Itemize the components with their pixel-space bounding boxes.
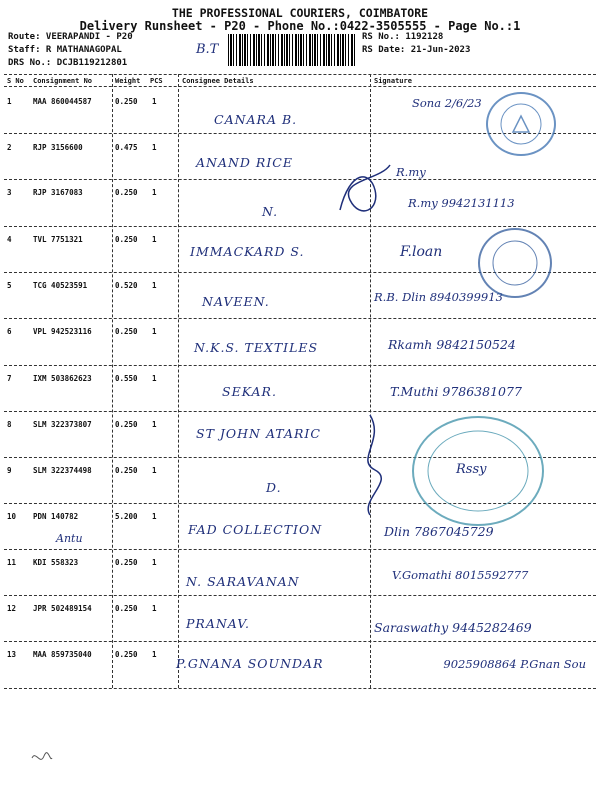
row-sno: 12 — [7, 604, 17, 613]
row-signature: Saraswathy 9445282469 — [374, 620, 532, 635]
row-signature: Rkamh 9842150524 — [388, 337, 516, 352]
row-sno: 9 — [7, 466, 12, 475]
rs-number: RS No.: 1192128 — [362, 32, 444, 42]
row-consignment: MAA 859735040 — [33, 650, 92, 659]
row-consignment: KDI 558323 — [33, 558, 79, 567]
row-pcs: 1 — [152, 374, 157, 383]
row-weight: 0.520 — [115, 281, 138, 290]
row-weight: 5.200 — [115, 512, 138, 521]
row-consignment: MAA 860044587 — [33, 97, 92, 106]
table-top-rule — [4, 74, 596, 75]
row-sno: 13 — [7, 650, 17, 659]
row-signature: T.Muthi 9786381077 — [390, 384, 522, 399]
row-consignment: PDN 140782 — [33, 512, 79, 521]
row-weight: 0.550 — [115, 374, 138, 383]
row-weight: 0.250 — [115, 235, 138, 244]
col-header-sno: S No — [7, 77, 24, 85]
row-pcs: 1 — [152, 143, 157, 152]
row-signature: V.Gomathi 8015592777 — [392, 568, 529, 582]
row-consignment: RJP 3156600 — [33, 143, 83, 152]
table-bottom-rule — [4, 688, 596, 689]
bank-stamp — [486, 92, 556, 156]
row-sno: 8 — [7, 420, 12, 429]
row-pcs: 1 — [152, 512, 157, 521]
row-consignee: FAD COLLECTION — [188, 522, 323, 537]
row-weight: 0.250 — [115, 188, 138, 197]
runsheet-subtitle: Delivery Runsheet - P20 - Phone No.:0422-3505555 - Page No.:1 — [79, 19, 521, 33]
handwritten-initials: B.T — [196, 42, 219, 57]
row-pcs: 1 — [152, 558, 157, 567]
row-consignment: TCG 40523591 — [33, 281, 88, 290]
school-stamp-ring — [480, 230, 550, 296]
row-weight: 0.250 — [115, 466, 138, 475]
row-consignee: ANAND RICE — [196, 155, 293, 170]
row-weight: 0.250 — [115, 558, 138, 567]
row-sno: 1 — [7, 97, 12, 106]
row-consignee: ST JOHN ATARIC — [196, 426, 321, 441]
row-signature: R.my — [396, 165, 426, 179]
row-consignee: PRANAV. — [186, 616, 251, 631]
row-signature: Dlin 7867045729 — [384, 524, 494, 539]
row-consignment: JPR 502489154 — [33, 604, 92, 613]
rs-date: RS Date: 21-Jun-2023 — [362, 45, 471, 55]
row-sno: 2 — [7, 143, 12, 152]
row-consignee: SEKAR. — [222, 384, 277, 399]
row-consignee: IMMACKARD S. — [190, 244, 305, 259]
row-pcs: 1 — [152, 420, 157, 429]
row-signature: R.B. Dlin 8940399913 — [374, 290, 503, 304]
row-pcs: 1 — [152, 281, 157, 290]
row-weight: 0.250 — [115, 327, 138, 336]
handwritten-note: Antu — [56, 532, 83, 545]
row-signature: F.loan — [400, 244, 443, 260]
row-weight: 0.250 — [115, 97, 138, 106]
school-stamp — [478, 228, 552, 298]
row-weight: 0.250 — [115, 420, 138, 429]
row-signature: Rssy — [456, 462, 487, 477]
row-consignee: D. — [266, 480, 282, 495]
row-consignment: SLM 322373807 — [33, 420, 92, 429]
route-label: Route: VEERAPANDI - P20 — [8, 32, 133, 42]
row-consignment: TVL 7751321 — [33, 235, 83, 244]
row-pcs: 1 — [152, 604, 157, 613]
row-consignment: VPL 942523116 — [33, 327, 92, 336]
col-header-consignment: Consignment No — [33, 77, 93, 85]
row-consignment: RJP 3167083 — [33, 188, 83, 197]
drs-number: DRS No.: DCJB119212801 — [8, 58, 128, 68]
row-sno: 11 — [7, 558, 17, 567]
signature-loop-mark — [330, 160, 400, 230]
row-signature: R.my 9942131113 — [408, 196, 515, 210]
row-consignment: SLM 322374498 — [33, 466, 92, 475]
signature-line-mark — [340, 410, 400, 520]
row-consignee: CANARA B. — [214, 112, 298, 127]
row-consignee: N. — [262, 204, 279, 219]
row-consignee: P.GNANA SOUNDAR — [176, 656, 324, 671]
row-pcs: 1 — [152, 650, 157, 659]
header-rule — [4, 86, 596, 87]
row-signature: 9025908864 P.Gnan Sou — [443, 657, 586, 671]
row-pcs: 1 — [152, 466, 157, 475]
row-pcs: 1 — [152, 188, 157, 197]
row-signature: Sona 2/6/23 — [412, 96, 482, 110]
row-pcs: 1 — [152, 97, 157, 106]
office-stamp-ring — [414, 418, 542, 524]
col-header-weight: Weight — [115, 77, 141, 85]
row-weight: 0.250 — [115, 650, 138, 659]
office-stamp — [412, 416, 544, 526]
row-pcs: 1 — [152, 235, 157, 244]
company-title: THE PROFESSIONAL COURIERS, COIMBATORE — [171, 6, 429, 20]
handwritten-scribble — [30, 748, 54, 768]
staff-label: Staff: R MATHANAGOPAL — [8, 45, 122, 55]
bank-stamp-emblem — [488, 94, 554, 154]
row-pcs: 1 — [152, 327, 157, 336]
row-weight: 0.475 — [115, 143, 138, 152]
row-sno: 6 — [7, 327, 12, 336]
row-consignment: IXM 503862623 — [33, 374, 92, 383]
row-sno: 7 — [7, 374, 12, 383]
row-sno: 4 — [7, 235, 12, 244]
row-weight: 0.250 — [115, 604, 138, 613]
row-sno: 5 — [7, 281, 12, 290]
barcode-image — [228, 34, 356, 66]
col-header-consignee: Consignee Details — [182, 77, 254, 85]
row-consignee: N.K.S. TEXTILES — [194, 340, 319, 355]
row-sno: 10 — [7, 512, 17, 521]
row-sno: 3 — [7, 188, 12, 197]
col-header-signature: Signature — [374, 77, 412, 85]
row-consignee: NAVEEN. — [202, 294, 270, 309]
col-header-pcs: PCS — [150, 77, 163, 85]
row-consignee: N. SARAVANAN — [186, 574, 300, 589]
